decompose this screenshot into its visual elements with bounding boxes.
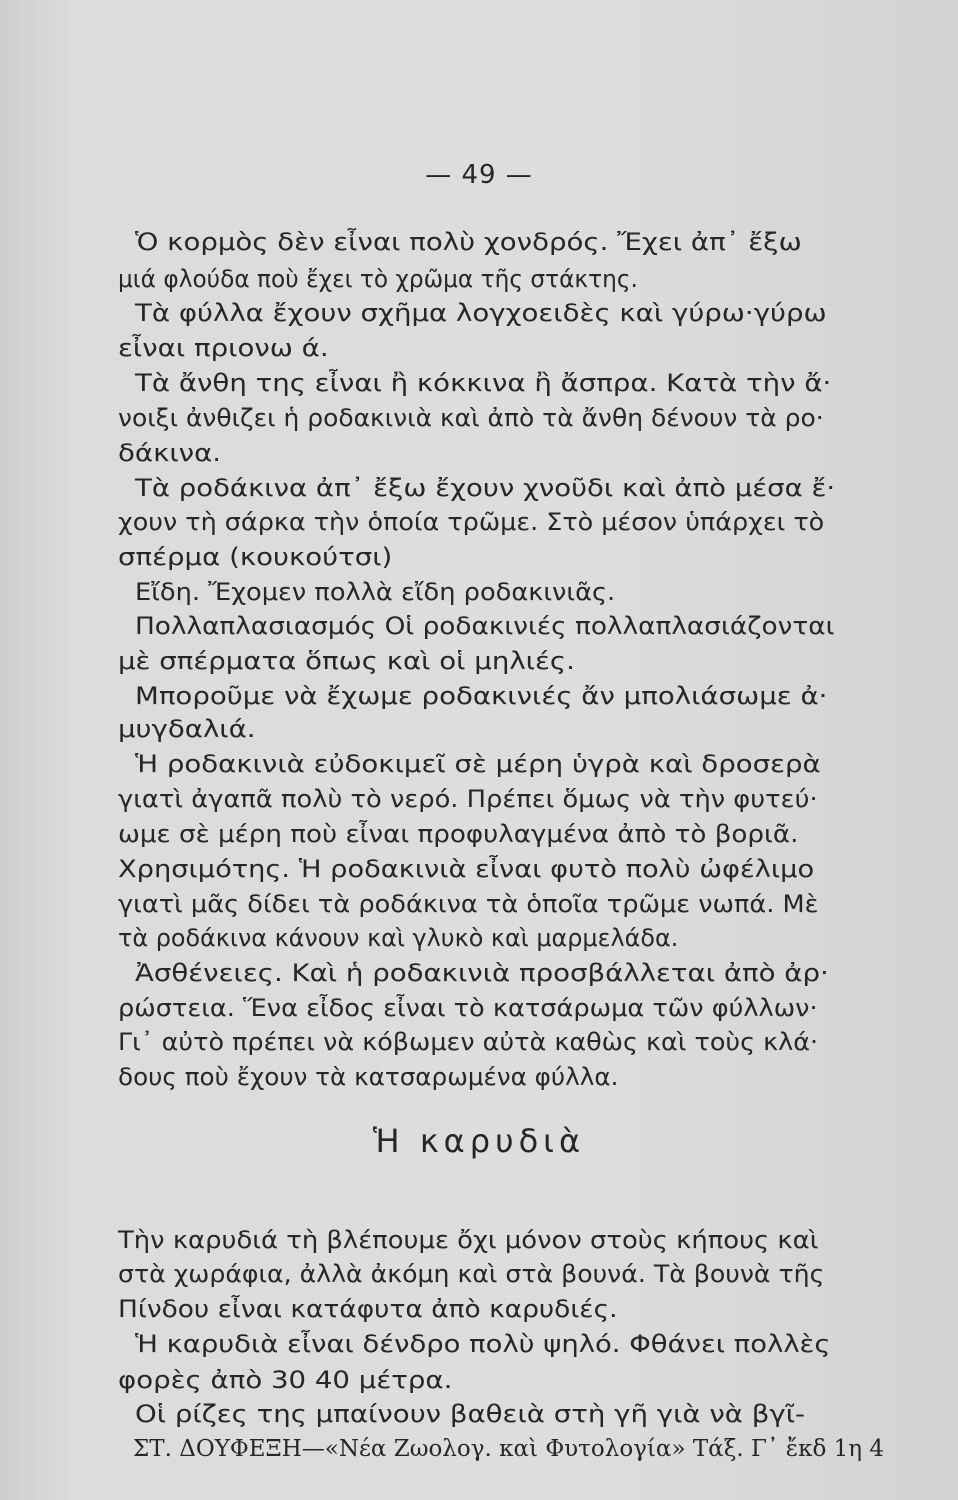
text-line: Τὴν καρυδιά τὴ βλέπουμε ὄχι μόνον στοὺς κήπους καὶ: [118, 1226, 819, 1254]
text-line: Μποροῦμε νὰ ἔχωμε ροδακινιές ἄν μπολιάσωμε ἀ·: [135, 682, 828, 710]
text-line: γιατὶ ἀγαπᾶ πολὺ τὸ νερό. Πρέπει ὅμως νὰ τὴν φυτεύ·: [118, 785, 818, 813]
text-line: φορὲς ἀπὸ 30 40 μέτρα.: [118, 1366, 453, 1394]
text-line: Τὰ ἄνθη της εἶναι ἢ κόκκινα ἢ ἄσπρα. Κατὰ τὴν ἄ·: [135, 369, 832, 397]
text-line: χουν τὴ σάρκα τὴν ὁποία τρῶμε. Στὸ μέσον ὑπάρχει τὸ: [118, 508, 825, 536]
text-line: τὰ ροδάκινα κάνουν καὶ γλυκὸ καὶ μαρμελάδα.: [118, 924, 679, 952]
text-line: δους ποὺ ἔχουν τὰ κατσαρωμένα φύλλα.: [118, 1063, 619, 1091]
page-number: — 49 —: [425, 160, 533, 190]
text-line: Γι᾿ αὐτὸ πρέπει νὰ κόβωμεν αὐτὰ καθὼς καὶ τοὺς κλά·: [118, 1028, 819, 1056]
text-line: ωμε σὲ μέρη ποὺ εἶναι προφυλαγμένα ἀπὸ τὸ βοριᾶ.: [118, 820, 799, 848]
text-line: Εἴδη. Ἔχομεν πολλὰ εἴδη ροδακινιᾶς.: [135, 578, 616, 606]
text-line: ρώστεια. Ἕνα εἶδος εἶναι τὸ κατσάρωμα τῶν φύλλων·: [118, 994, 818, 1022]
text-line: νοιξι ἀνθιζει ἡ ροδακινιὰ καὶ ἀπὸ τὰ ἄνθη δένουν τὰ ρο·: [118, 404, 824, 432]
text-line: στὰ χωράφια, ἀλλὰ ἀκόμη καὶ στὰ βουνά. Τὰ βουνὰ τῆς: [118, 1260, 825, 1288]
text-line: δάκινα.: [118, 439, 222, 467]
text-line: Τὰ ροδάκινα ἀπ᾿ ἔξω ἔχουν χνοῦδι καὶ ἀπὸ μέσα ἔ·: [135, 474, 836, 502]
text-line: Ἀσθένειες. Καὶ ἡ ροδακινιὰ προσβάλλεται ἀπὸ ἀρ·: [135, 959, 829, 987]
text-line: Οἱ ρίζες της μπαίνουν βαθειὰ στὴ γῆ γιὰ νὰ βγῖ-: [135, 1400, 806, 1428]
text-line: σπέρμα (κουκούτσι): [118, 543, 393, 571]
footer-citation: ΣΤ. ΔΟΥΦΕΞΗ—«Νέα Ζωολογ. καὶ Φυτολογία» Τάξ. Γ᾿ ἔκδ 1η 4: [133, 1436, 885, 1462]
text-line: Πίνδου εἶναι κατάφυτα ἀπὸ καρυδιές.: [118, 1295, 618, 1323]
text-line: Ὁ κορμὸς δὲν εἶναι πολὺ χονδρός. Ἔχει ἀπ᾿ ἔξω: [135, 228, 802, 256]
text-line: μυγδαλιά.: [118, 715, 256, 743]
text-line: μὲ σπέρματα ὅπως καὶ οἱ μηλιές.: [118, 647, 575, 675]
text-line: γιατὶ μᾶς δίδει τὰ ροδάκινα τὰ ὁποῖα τρῶμε νωπά. Μὲ: [118, 890, 819, 918]
text-line: Τὰ φύλλα ἔχουν σχῆμα λογχοειδὲς καὶ γύρω·γύρω: [135, 299, 827, 327]
text-line: Πολλαπλασιασμός Οἱ ροδακινιές πολλαπλασιάζονται: [135, 612, 835, 640]
text-line: Χρησιμότης. Ἡ ροδακινιὰ εἶναι φυτὸ πολὺ ὠφέλιμο: [118, 855, 815, 883]
section-title: Ἡ καρυδιὰ: [372, 1122, 586, 1160]
text-line: μιά φλούδα ποὺ ἔχει τὸ χρῶμα τῆς στάκτης.: [118, 265, 638, 293]
text-line: Ἡ ροδακινιὰ εὐδοκιμεῖ σὲ μέρη ὑγρὰ καὶ δροσερὰ: [135, 750, 821, 778]
text-line: Ἡ καρυδιὰ εἶναι δένδρο πολὺ ψηλό. Φθάνει πολλὲς: [135, 1330, 831, 1358]
text-line: εἶναι πριονω ά.: [118, 334, 329, 362]
